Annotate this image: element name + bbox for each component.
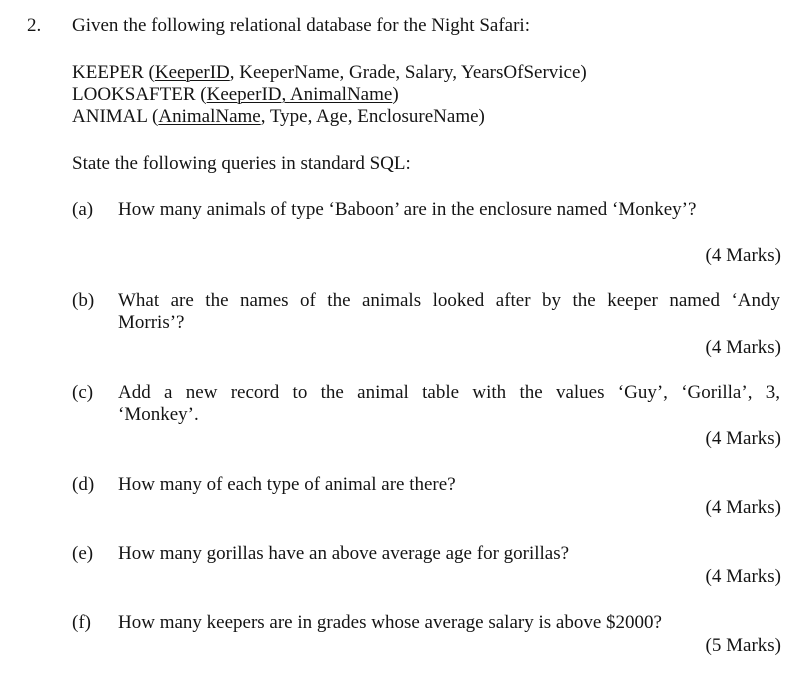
marks: (4 Marks) (705, 428, 781, 449)
marks: (4 Marks) (705, 245, 781, 266)
question-intro: Given the following relational database for the Night Safari: (72, 15, 530, 36)
schema-keeper: KEEPER (KeeperID, KeeperName, Grade, Salary, YearsOfService) (72, 62, 587, 83)
schema-table-name: LOOKSAFTER (72, 84, 196, 105)
part-text: How many keepers are in grades whose average salary is above $2000? (118, 612, 662, 633)
schema-block (72, 62, 587, 128)
part-label: (c) (72, 382, 94, 403)
primary-key: KeeperID (154, 62, 230, 83)
part-label: (a) (72, 199, 94, 220)
schema-table-name: KEEPER (72, 62, 144, 83)
schema-table-name: ANIMAL (72, 106, 148, 127)
primary-key: AnimalName (289, 84, 393, 105)
part-text: What are the names of the animals looked after by the keeper named ‘Andy Morris’? (118, 290, 780, 333)
part-b (72, 290, 780, 334)
part-text: How many of each type of animal are there? (118, 474, 456, 495)
question-number: 2. (27, 15, 42, 36)
marks: (4 Marks) (705, 497, 781, 518)
part-f (72, 612, 780, 634)
primary-key: AnimalName (158, 106, 261, 127)
schema-animal: ANIMAL (AnimalName, Type, Age, EnclosureName) (72, 106, 485, 127)
part-d (72, 474, 780, 496)
part-c (72, 382, 780, 426)
part-text: How many gorillas have an above average age for gorillas? (118, 543, 570, 564)
part-label: (b) (72, 290, 95, 311)
primary-key: KeeperID (206, 84, 282, 105)
marks: (4 Marks) (705, 566, 781, 587)
part-label: (d) (72, 474, 95, 495)
marks: (4 Marks) (705, 337, 781, 358)
part-e (72, 543, 780, 565)
part-a (72, 199, 780, 221)
schema-looksafter: LOOKSAFTER (KeeperID, AnimalName) (72, 84, 399, 105)
part-label: (f) (72, 612, 91, 633)
instruction: State the following queries in standard SQL: (72, 153, 411, 174)
marks: (5 Marks) (705, 635, 781, 656)
part-text: Add a new record to the animal table with the values ‘Guy’, ‘Gorilla’, 3, ‘Monkey’. (118, 382, 780, 425)
part-label: (e) (72, 543, 94, 564)
part-text: How many animals of type ‘Baboon’ are in the enclosure named ‘Monkey’? (118, 199, 697, 220)
